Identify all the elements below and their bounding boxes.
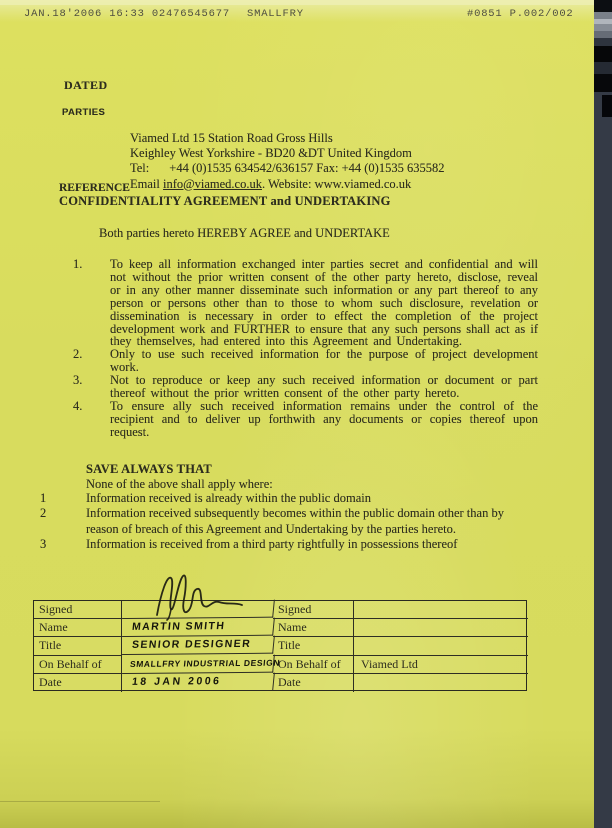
scan-band <box>594 24 612 31</box>
address-line-1: Viamed Ltd 15 Station Road Gross Hills <box>130 131 333 145</box>
table-label-title-right: Title <box>273 637 354 655</box>
table-label-onbehalf-right: On Behalf of <box>273 656 354 674</box>
agreement-line: Both parties hereto HEREBY AGREE and UNDERTAKE <box>99 226 390 240</box>
table-label-name-left: Name <box>34 619 122 637</box>
clause-item-2 <box>73 348 538 374</box>
table-value-title-left: SENIOR DESIGNER <box>122 636 275 656</box>
table-label-onbehalf-left: On Behalf of <box>34 656 122 674</box>
clause-number: 3. <box>73 373 83 388</box>
table-label-signed-right: Signed <box>273 601 354 619</box>
company-address-block <box>130 131 444 192</box>
exception-text: Information is received from a third party rightfully in possessions thereof <box>86 536 458 551</box>
clause-item-4 <box>73 400 538 439</box>
website-text: . Website: www.viamed.co.uk <box>261 176 412 191</box>
clause-list <box>73 258 538 439</box>
table-label-date-left: Date <box>34 674 122 692</box>
scan-band <box>594 62 612 74</box>
clause-number: 1. <box>73 257 83 271</box>
scan-band <box>602 95 612 117</box>
signature-table <box>33 600 527 691</box>
email-label: Email <box>130 176 163 191</box>
table-value-date-right <box>354 674 528 692</box>
exception-number: 1 <box>40 491 47 505</box>
clause-number: 2. <box>73 347 83 362</box>
scan-band <box>594 46 612 62</box>
save-intro-line: None of the above shall apply where: <box>86 477 273 491</box>
handwritten-signature <box>149 569 249 621</box>
table-label-title-left: Title <box>34 637 122 655</box>
exception-list <box>40 491 540 552</box>
clause-text: To ensure ally such received information remains under the control of the recipient and to deliver up forthwith any documents or copies thereof upon request. <box>110 398 538 439</box>
table-value-signed-right <box>354 601 528 619</box>
scan-band <box>594 74 612 92</box>
exception-text: Information received subsequently becomes within the public domain other than by reason of breach of this Agreement and Undertaking by the parties hereto. <box>86 506 504 536</box>
save-always-heading: SAVE ALWAYS THAT <box>86 462 212 476</box>
dated-label: DATED <box>64 78 108 92</box>
scan-band <box>594 31 612 38</box>
scan-band <box>594 12 612 19</box>
scan-band <box>594 38 612 46</box>
clause-item-1 <box>73 258 538 348</box>
table-value-date-left: 18 JAN 2006 <box>122 672 275 692</box>
clause-text: To keep all information exchanged inter parties secret and confidential and will not without the prior written consent of the other party hereto, disclose, reveal or in any other manner disseminate such information or any part thereof to any person or persons other than to those to whom such disclosure, revelation or dissemination is necessary in order to effect the completion of the project development work and FURTHER to ensure that any such persons shall act as if they themselves, had entered into this Agreement and Undertaking. <box>110 257 538 349</box>
address-line-2: Keighley West Yorkshire - BD20 &DT United Kingdom <box>130 146 412 161</box>
table-value-onbehalf-right: Viamed Ltd <box>354 656 528 674</box>
exception-number: 3 <box>40 536 47 551</box>
address-email-line <box>130 177 444 192</box>
clause-item-3 <box>73 374 538 400</box>
tel-fax-numbers: +44 (0)1535 634542/636157 Fax: +44 (0)1535 635582 <box>169 161 445 176</box>
clause-text: Not to reproduce or keep any such received information or document or part thereof without the prior written consent of the other party hereto. <box>110 373 538 401</box>
table-value-onbehalf-left: SMALLFRY INDUSTRIAL DESIGN <box>122 654 275 674</box>
clause-number: 4. <box>73 398 83 413</box>
table-value-title-right <box>354 637 528 655</box>
exception-item-3 <box>40 537 540 552</box>
reference-label: REFERENCE <box>59 182 130 194</box>
scan-band <box>594 0 612 12</box>
tel-label: Tel: <box>130 161 150 176</box>
exception-text: Information received is already within the public domain <box>86 491 371 505</box>
table-value-name-left: MARTIN SMITH <box>122 618 275 638</box>
table-label-signed-left: Signed <box>34 601 122 619</box>
parties-label: PARTIES <box>62 107 106 118</box>
table-label-date-right: Date <box>273 674 354 692</box>
paper-top-edge <box>0 0 594 5</box>
address-phone-line <box>130 161 444 176</box>
table-value-name-right <box>354 619 528 637</box>
exception-number: 2 <box>40 506 47 521</box>
fax-header-sender: SMALLFRY <box>247 8 304 20</box>
document-title: CONFIDENTIALITY AGREEMENT and UNDERTAKING <box>59 194 391 208</box>
fax-header-page-number: #0851 P.002/002 <box>467 8 574 20</box>
scanner-edge-strip <box>594 0 612 828</box>
exception-item-1 <box>40 491 540 506</box>
exception-item-2 <box>40 506 540 537</box>
fax-header-datetime: JAN.18'2006 16:33 02476545677 <box>24 8 230 20</box>
email-address: info@viamed.co.uk <box>162 176 262 191</box>
clause-text: Only to use such received information for the purpose of project development work. <box>110 347 538 375</box>
paper-crease <box>0 801 160 802</box>
table-label-name-right: Name <box>273 619 354 637</box>
